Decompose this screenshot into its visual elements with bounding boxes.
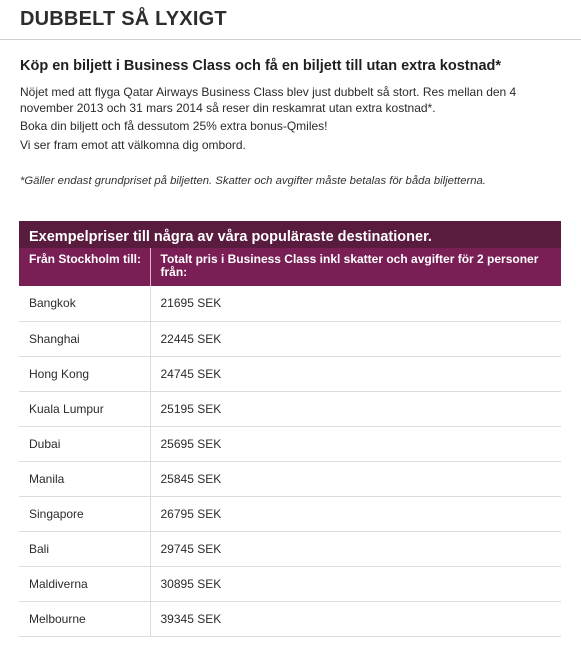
price-cell: 30895 SEK	[150, 566, 561, 601]
table-row	[19, 531, 561, 566]
destination-cell: Hong Kong	[19, 356, 150, 391]
price-cell: 22445 SEK	[150, 321, 561, 356]
destination-cell: Maldiverna	[19, 566, 150, 601]
title-divider	[0, 39, 581, 40]
table-row	[19, 566, 561, 601]
table-row	[19, 286, 561, 321]
price-cell: 26795 SEK	[150, 496, 561, 531]
offer-headline: Köp en biljett i Business Class och få en biljett till utan extra kostnad*	[20, 58, 502, 74]
table-row	[19, 391, 561, 426]
offer-paragraph: Nöjet med att flyga Qatar Airways Business Class blev just dubbelt så stort. Res mellan den 4 november 2013 och 31 mars 2014 så reser din reskamrat utan extra kostnad*.	[20, 85, 517, 115]
offer-footnote: *Gäller endast grundpriset på biljetten. Skatter och avgifter måste betalas för båda biljetterna.	[20, 175, 486, 187]
table-row	[19, 461, 561, 496]
price-cell: 25195 SEK	[150, 391, 561, 426]
destination-cell: Manila	[19, 461, 150, 496]
price-cell: 24745 SEK	[150, 356, 561, 391]
page-title: DUBBELT SÅ LYXIGT	[20, 8, 227, 30]
price-table	[19, 221, 561, 637]
destination-cell: Dubai	[19, 426, 150, 461]
price-cell: 25845 SEK	[150, 461, 561, 496]
table-row	[19, 496, 561, 531]
destination-cell: Shanghai	[19, 321, 150, 356]
table-heading: Exempelpriser till några av våra populäraste destinationer.	[19, 221, 561, 248]
price-cell: 39345 SEK	[150, 601, 561, 636]
table-row	[19, 321, 561, 356]
destination-cell: Singapore	[19, 496, 150, 531]
price-cell: 21695 SEK	[150, 286, 561, 321]
table-row	[19, 356, 561, 391]
destination-cell: Kuala Lumpur	[19, 391, 150, 426]
offer-paragraph: Boka din biljett och få dessutom 25% extra bonus-Qmiles!	[20, 119, 328, 134]
table-row	[19, 426, 561, 461]
price-cell: 29745 SEK	[150, 531, 561, 566]
table-header-row	[19, 248, 561, 286]
offer-description	[20, 85, 550, 153]
offer-paragraph: Vi ser fram emot att välkomna dig ombord.	[20, 137, 246, 152]
destination-cell: Bangkok	[19, 286, 150, 321]
price-cell: 25695 SEK	[150, 426, 561, 461]
column-header-destination: Från Stockholm till:	[19, 248, 150, 286]
column-header-price: Totalt pris i Business Class inkl skatter och avgifter för 2 personer från:	[160, 252, 539, 279]
destination-cell: Melbourne	[19, 601, 150, 636]
destination-cell: Bali	[19, 531, 150, 566]
table-row	[19, 601, 561, 636]
